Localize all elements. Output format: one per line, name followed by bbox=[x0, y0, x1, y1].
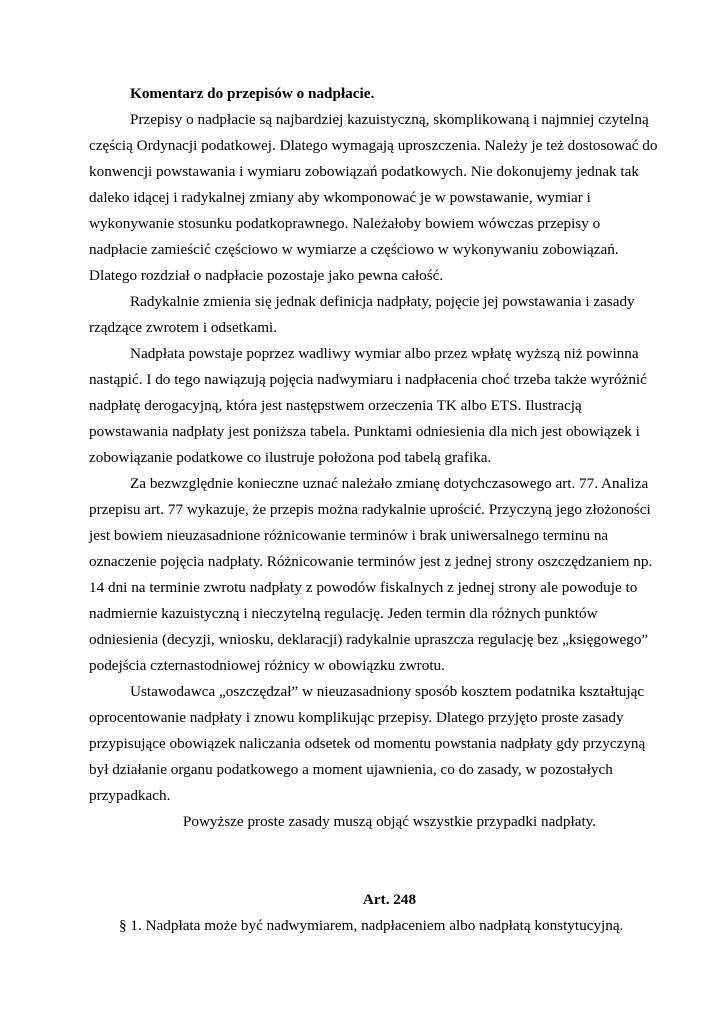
text-line: przypadkach. bbox=[89, 787, 171, 804]
text-line: był działanie organu podatkowego a moment ujawnienia, co do zasady, w pozostałych bbox=[89, 761, 613, 778]
text-line: Nadpłata powstaje poprzez wadliwy wymiar albo przez wpłatę wyższą niż powinna bbox=[130, 345, 639, 362]
text-line: oprocentowanie nadpłaty i znowu komplikując przepisy. Dlatego przyjęto proste zasady bbox=[89, 709, 624, 726]
text-line: częścią Ordynacji podatkowej. Dlatego wymagają uproszczenia. Należy je też dostosować do bbox=[89, 137, 658, 154]
text-line: daleko idącej i radykalnej zmiany aby wkomponować je w powstawanie, wymiar i bbox=[89, 189, 591, 206]
text-line: rządzące zwrotem i odsetkami. bbox=[89, 319, 278, 336]
document-body bbox=[89, 80, 658, 939]
paragraph bbox=[89, 107, 658, 289]
text-line: zobowiązanie podatkowe co ilustruje położona pod tabelą grafika. bbox=[89, 449, 492, 466]
text-line: przepisu art. 77 wykazuje, że przepis można radykalnie uprościć. Przyczyną jego złożoności bbox=[89, 501, 651, 518]
text-line: nadmiernie kazuistyczną i nieczytelną regulację. Jeden termin dla różnych punktów bbox=[89, 605, 598, 622]
article-section: § 1. Nadpłata może być nadwymiarem, nadpłaceniem albo nadpłatą konstytucyjną. bbox=[119, 917, 624, 934]
spacer bbox=[89, 835, 649, 887]
text-line: konwencji powstawania i wymiaru zobowiązań podatkowych. Nie dokonujemy jednak tak bbox=[89, 163, 639, 180]
text-line: powstawania nadpłaty jest poniższa tabela. Punktami odniesienia dla nich jest obowiązek i bbox=[89, 423, 640, 440]
text-line: podejścia czternastodniowej różnicy w obowiązku zwrotu. bbox=[89, 657, 445, 674]
text-line: przypisujące obowiązek naliczania odsetek od momentu powstania nadpłaty gdy przyczyną bbox=[89, 735, 646, 752]
text-line: Ustawodawca „oszczędzał” w nieuzasadniony sposób kosztem podatnika kształtując bbox=[130, 683, 645, 700]
paragraph bbox=[89, 289, 649, 341]
text-line: jest bowiem nieuzasadnione różnicowanie terminów i brak uniwersalnego terminu na bbox=[89, 527, 609, 544]
text-line: nastąpić. I do tego nawiązują pojęcia nadwymiaru i nadpłacenia choć trzeba także wyróżnić bbox=[89, 371, 647, 388]
commentary-heading: Komentarz do przepisów o nadpłacie. bbox=[130, 85, 375, 102]
text-line: oznaczenie pojęcia nadpłaty. Różnicowanie terminów jest z jednej strony oszczędzaniem np. bbox=[89, 553, 653, 570]
text-line: nadpłacie zamieścić częściowo w wymiarze a częściowo w wykonywaniu zobowiązań. bbox=[89, 241, 619, 258]
closing-line: Powyższe proste zasady muszą objąć wszystkie przypadki nadpłaty. bbox=[182, 813, 597, 830]
text-line: odniesienia (decyzji, wniosku, deklaracji) radykalnie upraszcza regulację bez „księgowego” bbox=[89, 631, 649, 648]
paragraph bbox=[89, 471, 653, 679]
text-line: 14 dni na terminie zwrotu nadpłaty z powodów fiskalnych z jednej strony ale powoduje to bbox=[89, 579, 638, 596]
text-line: Dlatego rozdział o nadpłacie pozostaje jako pewna całość. bbox=[89, 267, 444, 284]
text-line: Za bezwzględnie konieczne uznać należało zmianę dotychczasowego art. 77. Analiza bbox=[130, 475, 649, 492]
text-line: Przepisy o nadpłacie są najbardziej kazuistyczną, skomplikowaną i najmniej czytelną bbox=[130, 111, 649, 128]
paragraph bbox=[89, 341, 649, 471]
paragraph bbox=[89, 679, 649, 809]
article-title: Art. 248 bbox=[362, 891, 417, 908]
text-line: nadpłatę derogacyjną, która jest następstwem orzeczenia TK albo ETS. Ilustracją bbox=[89, 397, 582, 414]
text-line: wykonywanie stosunku podatkoprawnego. Należałoby bowiem wówczas przepisy o bbox=[89, 215, 601, 232]
text-line: Radykalnie zmienia się jednak definicja nadpłaty, pojęcie jej powstawania i zasady bbox=[130, 293, 635, 310]
